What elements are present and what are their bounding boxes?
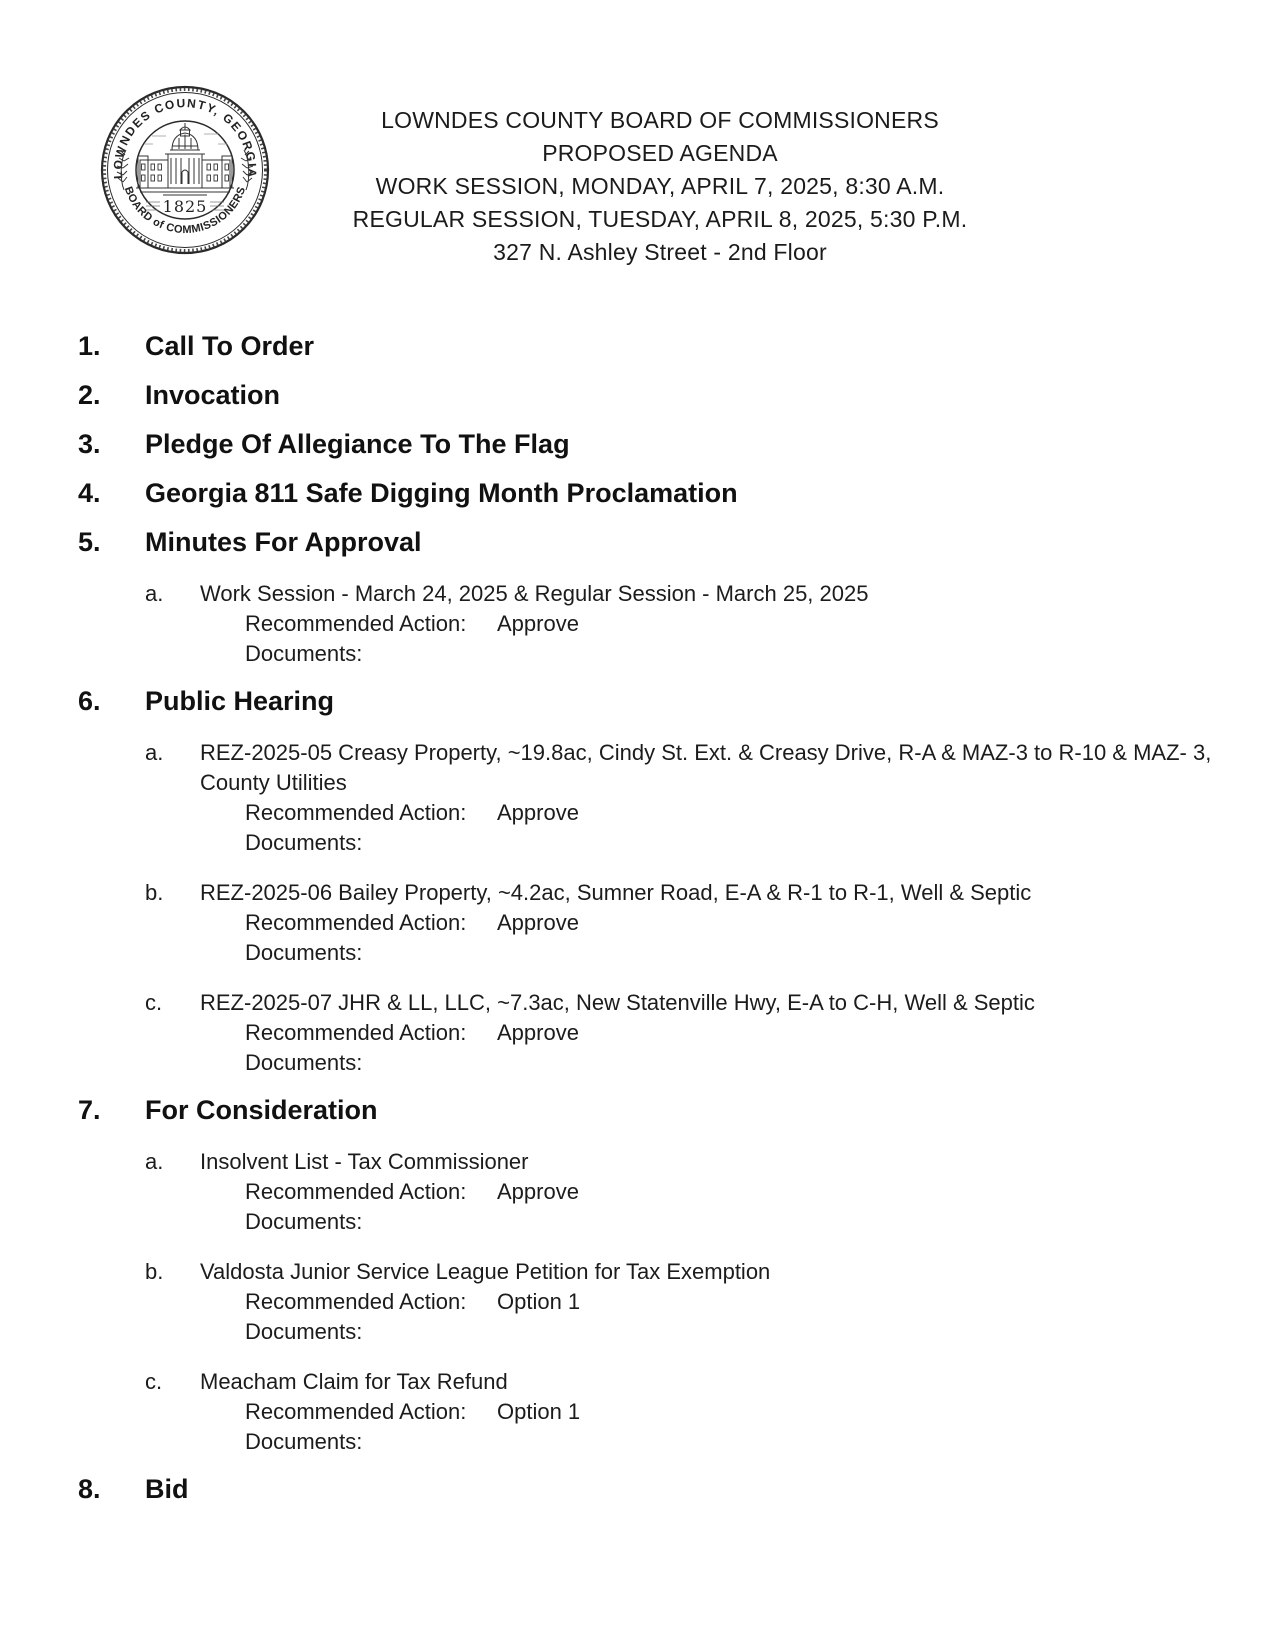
agenda-section-call-to-order (0, 329, 1275, 363)
agenda-sub-item (0, 1147, 1275, 1237)
section-number: 4. (78, 478, 101, 508)
header-agenda-line: PROPOSED AGENDA (542, 140, 778, 166)
seal-bottom-text: BOARD of COMMISSIONERS (121, 185, 249, 237)
agenda-section-minutes (0, 525, 1275, 669)
seal-year: 1825 (162, 197, 208, 216)
agenda-sub-item (0, 1367, 1275, 1457)
county-seal (100, 82, 270, 258)
documents-label: Documents: (245, 1209, 363, 1234)
sub-item-letter: a. (145, 740, 164, 765)
recommended-action-line (200, 1177, 579, 1207)
section-title: Georgia 811 Safe Digging Month Proclamation (145, 478, 738, 508)
sub-item-letter: c. (145, 1369, 163, 1394)
sub-item-body (200, 579, 868, 669)
section-number: 2. (78, 380, 101, 410)
recommended-action-value: Option 1 (497, 1399, 581, 1424)
section-heading (0, 329, 1275, 363)
header-address-line: 327 N. Ashley Street - 2nd Floor (493, 239, 827, 265)
section-heading (0, 378, 1275, 412)
sub-item-text: Work Session - March 24, 2025 & Regular Session - March 25, 2025 (200, 581, 869, 606)
section-number: 5. (78, 527, 101, 557)
section-title: For Consideration (145, 1095, 378, 1125)
agenda-section-invocation (0, 378, 1275, 412)
recommended-action-label: Recommended Action: (245, 1399, 467, 1424)
recommended-action-line (200, 798, 1258, 828)
recommended-action-value: Approve (497, 1179, 579, 1204)
documents-label: Documents: (245, 940, 363, 965)
agenda-sub-item (0, 579, 1275, 669)
recommended-action-label: Recommended Action: (245, 800, 467, 825)
recommended-action-label: Recommended Action: (245, 1179, 467, 1204)
header-regular-session-line: REGULAR SESSION, TUESDAY, APRIL 8, 2025, 5:30 P.M. (352, 206, 968, 232)
section-heading (0, 525, 1275, 559)
sub-item-letter: a. (145, 581, 164, 606)
recommended-action-label: Recommended Action: (245, 1289, 467, 1314)
section-number: 1. (78, 331, 101, 361)
section-title: Public Hearing (145, 686, 335, 716)
agenda-section-bid (0, 1472, 1275, 1506)
recommended-action-value: Approve (497, 1020, 579, 1045)
section-heading (0, 1472, 1275, 1506)
recommended-action-line (200, 1287, 770, 1317)
section-title: Bid (145, 1474, 189, 1504)
documents-label: Documents: (245, 830, 363, 855)
header-org-line: LOWNDES COUNTY BOARD OF COMMISSIONERS (381, 107, 939, 133)
sub-item-body (200, 1257, 770, 1347)
section-heading (0, 1093, 1275, 1127)
agenda-section-pledge (0, 427, 1275, 461)
sub-item-text: REZ-2025-05 Creasy Property, ~19.8ac, Cindy St. Ext. & Creasy Drive, R-A & MAZ-3 to R-10 & MAZ- 3, County Utilities (200, 740, 1212, 795)
section-heading (0, 684, 1275, 718)
section-heading (0, 476, 1275, 510)
sub-item-text: Meacham Claim for Tax Refund (200, 1369, 508, 1394)
documents-label: Documents: (245, 1050, 363, 1075)
documents-label: Documents: (245, 1319, 363, 1344)
agenda-section-public-hearing (0, 684, 1275, 1078)
section-heading (0, 427, 1275, 461)
seal-top-text: LOWNDES COUNTY, GEORGIA (110, 95, 260, 180)
agenda-list (0, 269, 1275, 1506)
recommended-action-value: Approve (497, 611, 579, 636)
recommended-action-line (200, 1018, 1035, 1048)
section-title: Call To Order (145, 331, 315, 361)
sub-item-letter: a. (145, 1149, 164, 1174)
sub-item-text: Valdosta Junior Service League Petition for Tax Exemption (200, 1259, 771, 1284)
section-title: Minutes For Approval (145, 527, 422, 557)
sub-item-letter: c. (145, 990, 163, 1015)
recommended-action-label: Recommended Action: (245, 611, 467, 636)
recommended-action-line (200, 908, 1031, 938)
header-work-session-line: WORK SESSION, MONDAY, APRIL 7, 2025, 8:30 A.M. (375, 173, 945, 199)
section-number: 3. (78, 429, 101, 459)
sub-item-text: REZ-2025-06 Bailey Property, ~4.2ac, Sumner Road, E-A & R-1 to R-1, Well & Septic (200, 880, 1032, 905)
agenda-sub-item (0, 738, 1275, 858)
sub-item-text: Insolvent List - Tax Commissioner (200, 1149, 529, 1174)
documents-label: Documents: (245, 1429, 363, 1454)
agenda-section-proclamation (0, 476, 1275, 510)
recommended-action-label: Recommended Action: (245, 910, 467, 935)
documents-label: Documents: (245, 641, 363, 666)
sub-item-letter: b. (145, 880, 164, 905)
sub-item-letter: b. (145, 1259, 164, 1284)
sub-item-body (200, 1367, 580, 1457)
recommended-action-value: Option 1 (497, 1289, 581, 1314)
section-number: 8. (78, 1474, 101, 1504)
recommended-action-label: Recommended Action: (245, 1020, 467, 1045)
sub-item-body (200, 988, 1035, 1078)
section-number: 7. (78, 1095, 101, 1125)
recommended-action-value: Approve (497, 910, 579, 935)
recommended-action-value: Approve (497, 800, 579, 825)
recommended-action-line (200, 609, 868, 639)
section-number: 6. (78, 686, 101, 716)
sub-item-body (200, 1147, 579, 1237)
agenda-sub-item (0, 988, 1275, 1078)
agenda-sub-item (0, 1257, 1275, 1347)
agenda-section-for-consideration (0, 1093, 1275, 1457)
section-title: Invocation (145, 380, 281, 410)
agenda-sub-item (0, 878, 1275, 968)
sub-item-body (200, 738, 1258, 858)
sub-item-text: REZ-2025-07 JHR & LL, LLC, ~7.3ac, New Statenville Hwy, E-A to C-H, Well & Septic (200, 990, 1035, 1015)
sub-item-body (200, 878, 1031, 968)
recommended-action-line (200, 1397, 580, 1427)
section-title: Pledge Of Allegiance To The Flag (145, 429, 570, 459)
